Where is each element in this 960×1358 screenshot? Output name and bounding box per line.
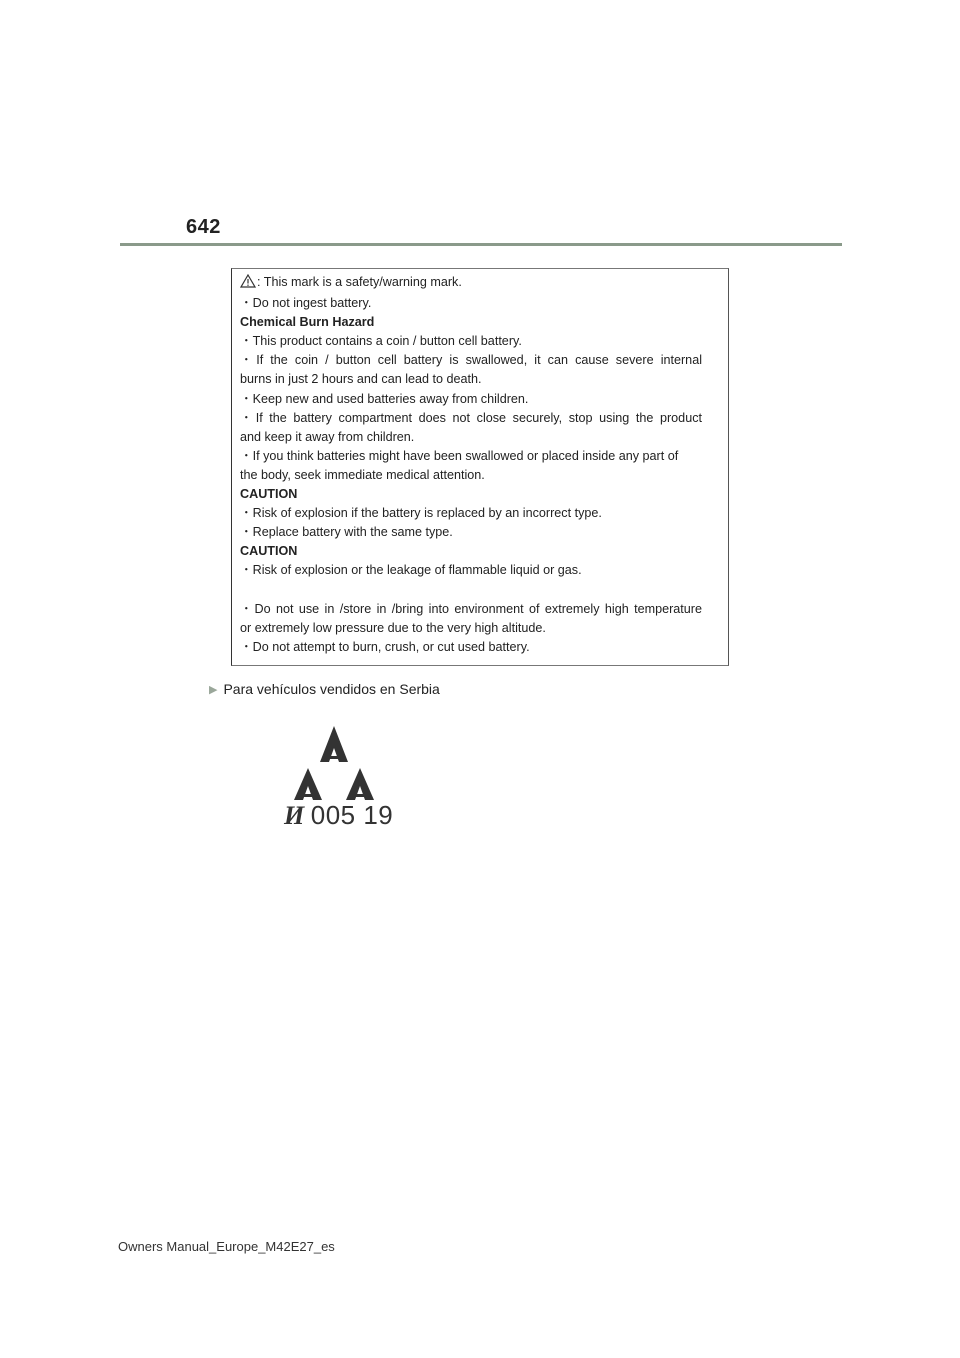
notice-line: burns in just 2 hours and can lead to death. [240,372,482,387]
notice-line: ・If the coin / button cell battery is swallowed, it can cause severe internal [240,353,702,368]
caution-heading: CAUTION [240,544,298,559]
notice-line: and keep it away from children. [240,429,415,444]
notice-line: ・Keep new and used batteries away from children. [240,391,529,406]
notice-line: ・Do not attempt to burn, crush, or cut used battery. [240,639,530,654]
serbia-section-heading [209,681,440,697]
serbia-label: Para vehículos vendidos en Serbia [223,681,440,697]
notice-line: ・Replace battery with the same type. [240,525,453,540]
footer-manual-id: Owners Manual_Europe_M42E27_es [118,1239,335,1254]
notice-line: ・Do not use in /store in /bring into environment of extremely high temperature [240,601,702,616]
notice-line: ・Do not ingest battery. [240,296,372,311]
notice-line: ・If you think batteries might have been swallowed or placed inside any part of [240,448,679,463]
notice-line: ・Risk of explosion if the battery is replaced by an incorrect type. [240,506,602,521]
certification-code-prefix: И [284,800,305,830]
warning-triangle-icon [240,274,256,294]
notice-line-warning-mark: : This mark is a safety/warning mark. [240,273,728,294]
battery-warning-notice [231,268,729,666]
chemical-burn-heading: Chemical Burn Hazard [240,315,375,330]
serbian-certification-triangles-icon [284,722,384,807]
caution-heading: CAUTION [240,487,298,502]
notice-line: the body, seek immediate medical attention. [240,467,485,482]
notice-line: ・Risk of explosion or the leakage of flammable liquid or gas. [240,563,582,578]
header-divider [120,243,842,246]
certification-code-number: 005 19 [310,800,394,830]
page-number: 642 [186,216,221,238]
notice-line: ・This product contains a coin / button cell battery. [240,334,522,349]
notice-line: ・If the battery compartment does not close securely, stop using the product [240,410,702,425]
serbian-certification-code [284,800,393,831]
notice-line: or extremely low pressure due to the very high altitude. [240,620,546,635]
triangle-bullet-icon: ▶ [209,683,218,696]
notice-spacer [240,581,728,600]
